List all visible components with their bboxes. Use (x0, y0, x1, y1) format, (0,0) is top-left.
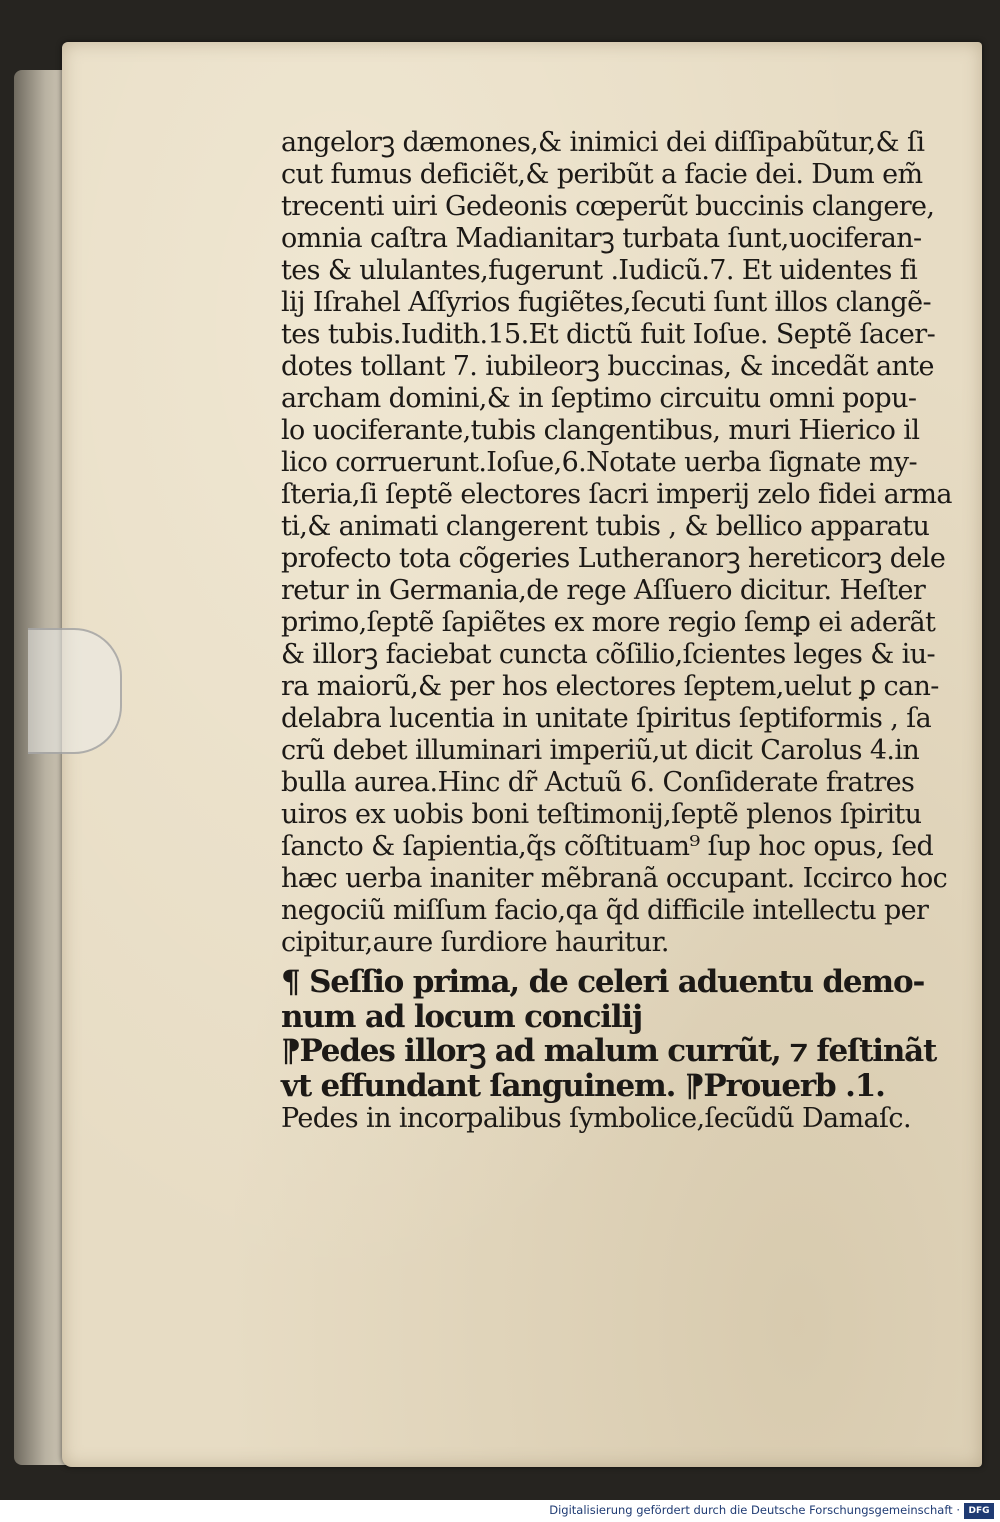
section-heading: ¶ Seſſio prima, de celeri aduentu demo- (281, 964, 925, 1000)
text-line: tes tubis.Iudith.15.Et dictũ fuit Ioſue. Septẽ ſacer- (281, 319, 936, 350)
scripture-quote: ⁋Pedes illorꝫ ad malum currũt, ⁊ feſtinãt (281, 1033, 937, 1069)
page-clip (28, 628, 122, 754)
text-line: angelorꝫ dæmones,& inimici dei diſſipabũtur,& ſi (281, 127, 925, 158)
text-line: delabra lucentia in unitate ſpiritus ſeptiformis , ſa (281, 703, 932, 734)
text-line: dotes tollant 7. iubileorꝫ buccinas, & incedãt ante (281, 351, 934, 382)
text-line: & illorꝫ faciebat cuncta cõſilio,ſcientes leges & iu- (281, 639, 936, 670)
footer-credit: Digitalisierung gefördert durch die Deutsche Forschungsgemeinschaft · (549, 1503, 960, 1517)
text-line: crũ debet illuminari imperiũ,ut dicit Carolus 4.in (281, 735, 920, 766)
text-line: profecto tota cõgeries Lutheranorꝫ hereticorꝫ dele (281, 543, 946, 574)
text-line: tes & ululantes,fugerunt .Iudicũ.7. Et uidentes fi (281, 255, 918, 286)
text-line: Pedes in incorpalibus ſymbolice,ſecũdũ Damaſc. (281, 1103, 911, 1134)
scripture-quote: vt effundant ſanguinem. ⁋Prouerb .1. (281, 1067, 885, 1104)
text-line: lij Iſrahel Aſſyrios fugiẽtes,ſecuti ſunt illos clangẽ- (281, 287, 931, 318)
text-line: omnia caſtra Madianitarꝫ turbata ſunt,uociferan- (281, 223, 922, 254)
text-line: bulla aurea.Hinc dr̃ Actuũ 6. Conſiderate fratres (281, 767, 915, 798)
dfg-logo-icon: DFG (964, 1503, 994, 1519)
text-line: ſancto & ſapientia,q̃s cõſtituam⁹ ſup hoc opus, ſed (281, 831, 934, 862)
text-line: trecenti uiri Gedeonis cœperũt buccinis clangere, (281, 191, 935, 222)
section-heading: num ad locum concilij (281, 998, 642, 1035)
text-line: cipitur,aure ſurdiore hauritur. (281, 927, 669, 958)
page-text (281, 127, 952, 1135)
text-line: ra maiorũ,& per hos electores ſeptem,uelut ꝑ can- (281, 671, 939, 702)
text-line: hæc uerba inaniter mẽbranã occupant. Iccirco hoc (281, 863, 948, 894)
text-line: retur in Germania,de rege Aſſuero dicitur. Heſter (281, 575, 926, 606)
text-line: negociũ miſſum facio,qa q̃d difficile intellectu per (281, 895, 929, 926)
footer-bar (0, 1500, 1000, 1522)
text-line: primo,ſeptẽ ſapiẽtes ex more regio ſemꝑ ei aderãt (281, 607, 936, 638)
text-line: ſteria,ſi ſeptẽ electores ſacri imperij zelo fidei arma (281, 479, 952, 510)
text-line: cut fumus deficiẽt,& peribũt a facie dei. Dum em̃ (281, 159, 923, 190)
text-line: lo uociferante,tubis clangentibus, muri Hierico il (281, 415, 920, 446)
text-line: lico corruerunt.Ioſue,6.Notate uerba ſignate my- (281, 447, 917, 478)
text-line: archam domini,& in ſeptimo circuitu omni popu- (281, 383, 917, 414)
text-line: ti,& animati clangerent tubis , & bellico apparatu (281, 511, 930, 542)
text-line: uiros ex uobis boni teſtimonij,ſeptẽ plenos ſpiritu (281, 799, 922, 830)
